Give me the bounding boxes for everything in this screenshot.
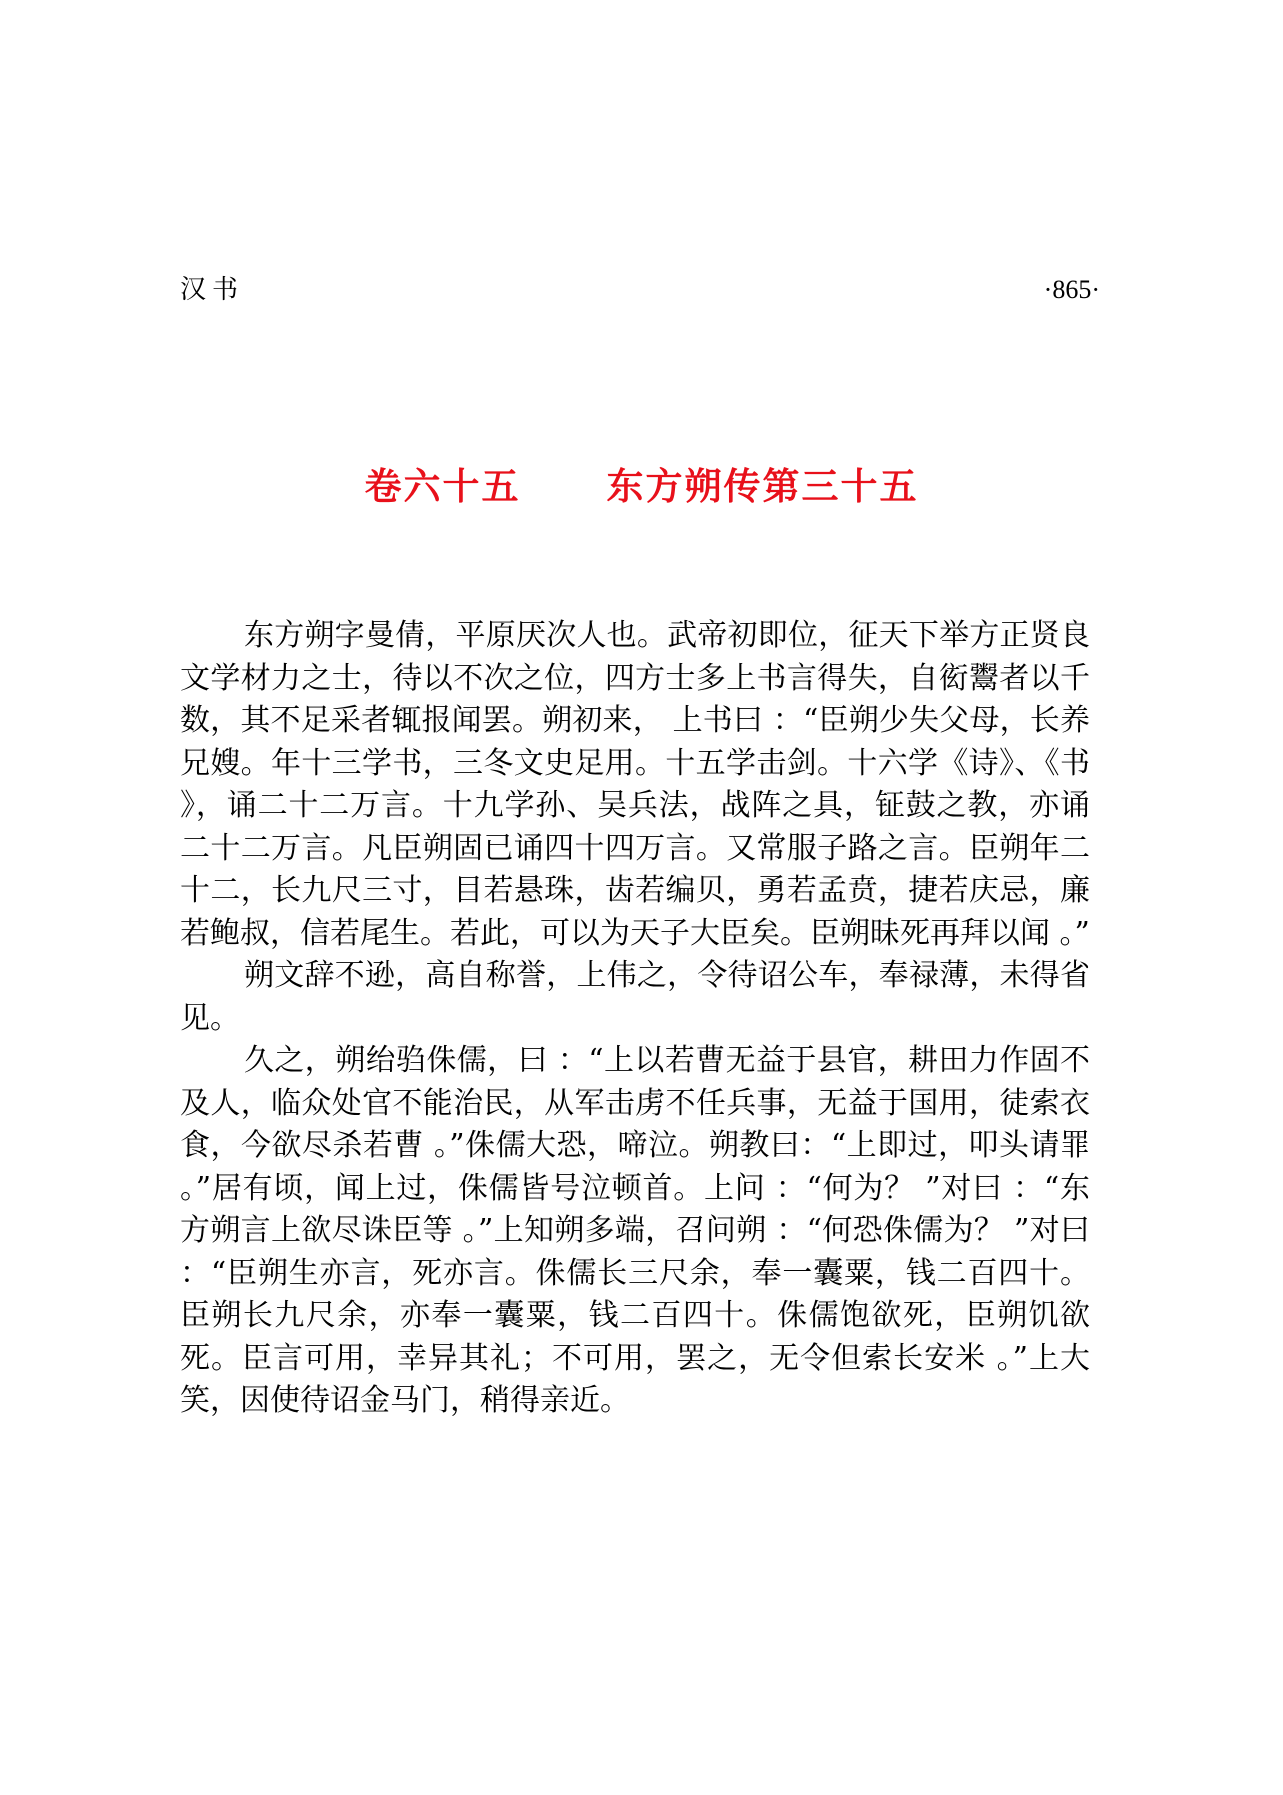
- paragraph-1: 东方朔字曼倩，平原厌次人也。武帝初即位，征天下举方正贤良文学材力之士，待以不次之位，四方士多上书言得失，自衒鬻者以千数，其不足采者辄报闻罢。朔初来， 上书曰 ：“臣朔少失父母，长养兄嫂。年十三学书，三冬文史足用。十五学击剑。十六学《诗》、《书 》，诵二十二万言。十九学孙、吴兵法，战阵之具，钲鼓之教，亦诵二十二万言。凡臣朔固已诵四十四万言。又常服子路之言。臣朔年二十二，长九尺三寸，目若悬珠，齿若编贝，勇若孟贲，捷若庆忌，廉若鲍叔，信若尾生。若此，可以为天子大臣矣。臣朔昧死再拜以闻 。”: [180, 618, 1090, 951]
- body-text: [180, 615, 1090, 1423]
- chapter-heading: [0, 462, 1283, 512]
- chapter-volume: 卷六十五: [364, 465, 521, 508]
- page-header: [180, 270, 1100, 310]
- paragraph-3: 久之，朔绐驺侏儒，曰 ：“上以若曹无益于县官，耕田力作固不及人，临众处官不能治民，从军击虏不任兵事，无益于国用，徒索衣食，今欲尽杀若曹 。”侏儒大恐，啼泣。朔教曰：“上即过，叩头请罪 。”居有顷，闻上过，侏儒皆号泣顿首。上问 ：“何为？ ”对曰 ：“东方朔言上欲尽诛臣等 。”上知朔多端，召问朔 ：“何恐侏儒为？ ”对曰 ：“臣朔生亦言，死亦言。侏儒长三尺余，奉一囊粟，钱二百四十。臣朔长九尺余，亦奉一囊粟，钱二百四十。侏儒饱欲死，臣朔饥欲死。臣言可用，幸异其礼；不可用，罢之，无令但索长安米 。”上大笑，因使待诏金马门，稍得亲近。: [180, 1043, 1090, 1418]
- book-title: 汉书: [180, 275, 245, 305]
- chapter-title: 东方朔传第三十五: [606, 465, 919, 508]
- paragraph-2: 朔文辞不逊，高自称誉，上伟之，令待诏公车，奉禄薄，未得省见。: [180, 958, 1090, 1036]
- page-number: ·865·: [1043, 275, 1100, 304]
